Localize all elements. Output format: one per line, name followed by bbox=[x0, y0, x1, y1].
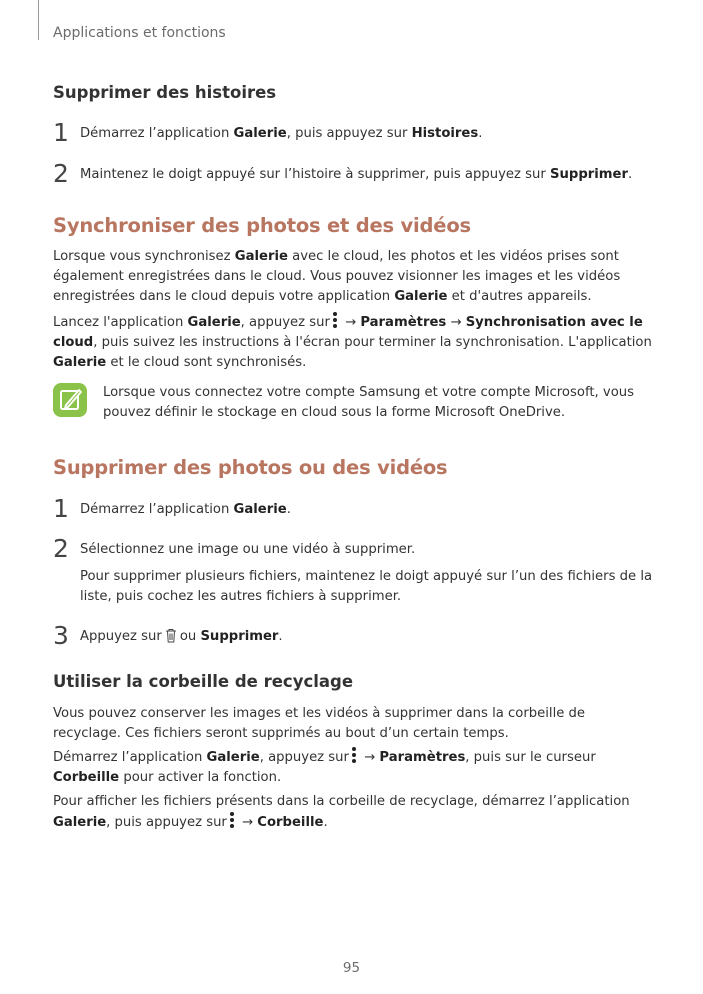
step-text: Sélectionnez une image ou une vidéo à supprimer. bbox=[80, 542, 416, 557]
header-divider bbox=[38, 0, 39, 40]
step-2-detail: Pour supprimer plusieurs fichiers, maintenez le doigt appuyé sur l’un des fichiers de la liste, puis cochez les autres fichiers à supprimer. bbox=[80, 569, 653, 604]
step-number: 3 bbox=[53, 621, 69, 650]
more-options-icon bbox=[229, 812, 235, 829]
more-options-icon bbox=[332, 312, 338, 329]
step-number: 2 bbox=[53, 159, 69, 188]
trash-icon bbox=[165, 628, 177, 643]
paragraph-recycle-activate: Démarrez l’application Galerie, appuyez sur → Paramètres, puis sur le curseur Corbeille pour activer la fonction. bbox=[53, 747, 653, 788]
paragraph-recycle-intro: Vous pouvez conserver les images et les vidéos à supprimer dans la corbeille de recyclage. Ces fichiers seront supprimés au bout d’un certain temps. bbox=[53, 706, 586, 741]
step-text: Appuyez sur ou Supprimer. bbox=[80, 629, 283, 644]
note-text: Lorsque vous connectez votre compte Samsung et votre compte Microsoft, vous pouvez définir le stockage en cloud sous la forme Microsoft OneDrive. bbox=[103, 385, 635, 420]
step-number: 2 bbox=[53, 534, 69, 563]
step-text: Démarrez l’application Galerie. bbox=[80, 502, 291, 517]
step-text: Démarrez l’application Galerie, puis appuyez sur Histoires. bbox=[80, 126, 483, 141]
running-header: Applications et fonctions bbox=[53, 25, 226, 41]
heading-delete-photos: Supprimer des photos ou des vidéos bbox=[53, 456, 448, 479]
heading-delete-stories: Supprimer des histoires bbox=[53, 83, 277, 102]
step-number: 1 bbox=[53, 118, 69, 147]
paragraph-recycle-view: Pour afficher les fichiers présents dans la corbeille de recyclage, démarrez l’application Galerie, puis appuyez sur → Corbeille. bbox=[53, 794, 630, 830]
more-options-icon bbox=[351, 747, 357, 764]
heading-recycle-bin: Utiliser la corbeille de recyclage bbox=[53, 672, 354, 691]
step-text: Maintenez le doigt appuyé sur l’histoire à supprimer, puis appuyez sur Supprimer. bbox=[80, 167, 633, 182]
paragraph-sync-intro: Lorsque vous synchronisez Galerie avec le cloud, les photos et les vidéos prises sont également enregistrées dans le cloud. Vous pouvez visionner les images et les vidéos enregistrées dans le cloud depuis votre application Galerie et d'autres appareils. bbox=[53, 249, 621, 304]
paragraph-sync-steps: Lancez l'application Galerie, appuyez sur → Paramètres → Synchronisation avec le cloud, puis suivez les instructions à l'écran pour terminer la synchronisation. L'application Galerie et le cloud sont synchronisés. bbox=[53, 312, 653, 373]
step-number: 1 bbox=[53, 494, 69, 523]
page-number: 95 bbox=[342, 960, 361, 976]
heading-sync-photos: Synchroniser des photos et des vidéos bbox=[53, 214, 471, 237]
note-icon bbox=[53, 383, 87, 417]
